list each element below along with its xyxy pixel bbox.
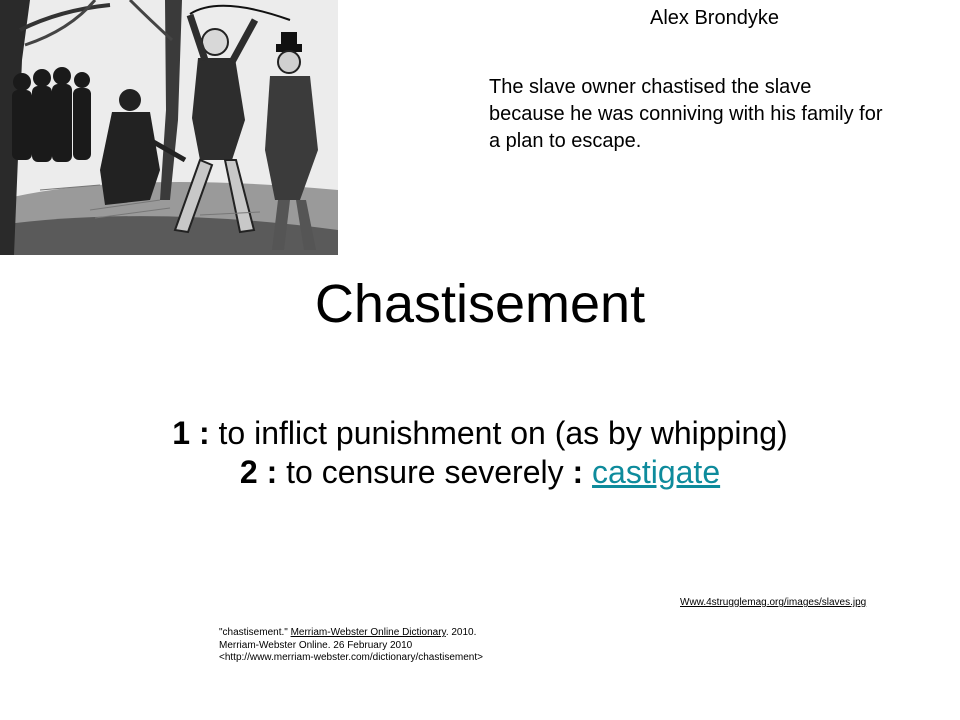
definition-2-separator: : <box>572 454 584 490</box>
citation-publisher-line: Merriam-Webster Online. 26 February 2010 <box>219 639 413 651</box>
definition-2 <box>130 453 830 492</box>
definition-1 <box>130 414 830 453</box>
citation-entry: "chastisement." <box>219 627 288 638</box>
citation-dictionary-link[interactable]: Merriam-Webster Online Dictionary <box>290 627 446 638</box>
citation-year: . 2010. <box>445 627 477 638</box>
woodcut-whipping-scene-image <box>0 0 338 255</box>
definition-2-text: to censure severely <box>286 454 564 490</box>
citation-url: <http://www.merriam-webster.com/dictionary/chastisement> <box>219 652 483 663</box>
caption-sentence: The slave owner chastised the slave because he was conniving with his family for a plan to escape. <box>489 76 883 152</box>
citation-block <box>219 627 504 665</box>
definition-1-number: 1 : <box>172 415 210 451</box>
castigate-link[interactable]: castigate <box>592 454 721 490</box>
page-title: Chastisement <box>314 274 646 334</box>
woodcut-illustration <box>0 0 338 255</box>
definition-1-text: to inflict punishment on (as by whipping) <box>218 415 788 451</box>
definitions-block <box>130 414 830 492</box>
image-source-link[interactable]: Www.4strugglemag.org/images/slaves.jpg <box>680 597 867 608</box>
definition-2-number: 2 : <box>239 454 278 490</box>
author-name: Alex Brondyke <box>650 7 779 29</box>
